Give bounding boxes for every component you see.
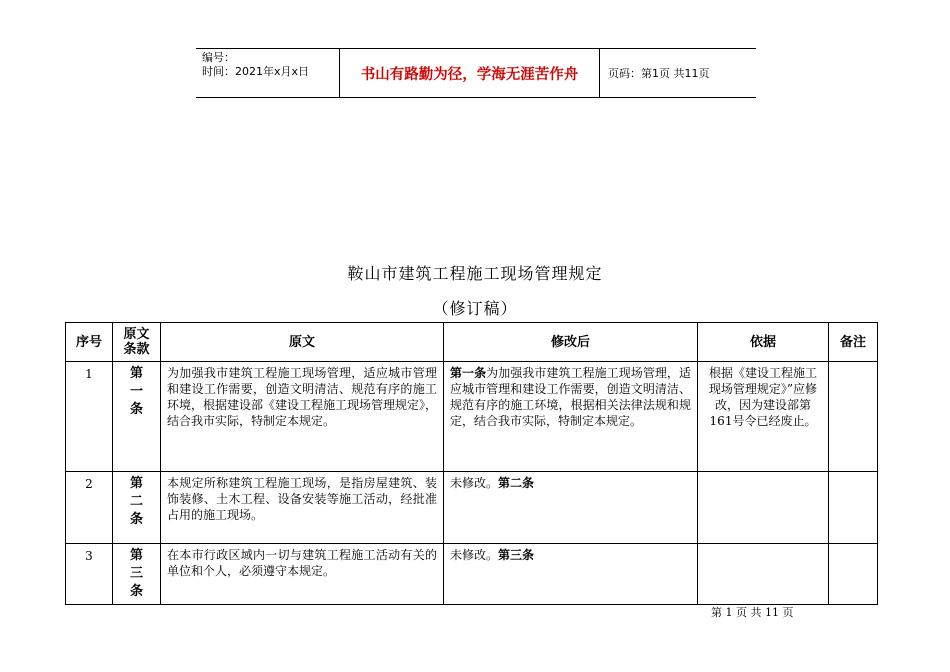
cell-remark — [829, 544, 878, 605]
cell-seq: 1 — [66, 362, 113, 472]
revision-table — [65, 322, 878, 605]
document-subtitle: （修订稿） — [432, 299, 518, 318]
code-label: 编号： — [202, 51, 235, 64]
header-basis: 依据 — [698, 323, 829, 362]
cell-article: 第 一 条 — [113, 362, 161, 472]
table-header-row — [66, 323, 878, 362]
cell-remark — [829, 362, 878, 472]
page-footer: 第 1 页 共 11 页 — [711, 606, 794, 619]
header-remark: 备注 — [829, 323, 878, 362]
header-revised: 修改后 — [444, 323, 698, 362]
cell-basis: 根据《建设工程施工现场管理规定》”应修改，因为建设部第161号令已经废止。 — [698, 362, 829, 472]
header-seq: 序号 — [66, 323, 113, 362]
cell-revised: 第一条为加强我市建筑工程施工现场管理，适应城市管理和建设工作需要，创造文明清洁、规范有序的施工环境，根据相关法律法规和规定，结合我市实际，特制定本规定。 — [444, 362, 698, 472]
cell-original: 本规定所称建筑工程施工现场，是指房屋建筑、装饰装修、土木工程、设备安装等施工活动，经批准占用的施工现场。 — [161, 472, 444, 544]
header-article: 原文 条款 — [113, 323, 161, 362]
table-row — [66, 544, 878, 605]
cell-revised: 未修改。第二条 — [444, 472, 698, 544]
header-original: 原文 — [161, 323, 444, 362]
header-page-info: 页码：第1页 共11页 — [608, 67, 710, 80]
table-row — [66, 362, 878, 472]
cell-remark — [829, 472, 878, 544]
cell-article: 第 二 条 — [113, 472, 161, 544]
page-header — [196, 48, 756, 98]
header-motto: 书山有路勤为径，学海无涯苦作舟 — [340, 49, 600, 97]
table-row — [66, 472, 878, 544]
cell-basis — [698, 544, 829, 605]
time-label: 时间：2021年x月x日 — [202, 65, 310, 78]
cell-seq: 2 — [66, 472, 113, 544]
cell-original: 为加强我市建筑工程施工现场管理，适应城市管理和建设工作需要，创造文明清洁、规范有序的施工环境，根据建设部《建设工程施工现场管理规定》，结合我市实际，特制定本规定。 — [161, 362, 444, 472]
cell-original: 在本市行政区域内一切与建筑工程施工活动有关的单位和个人，必须遵守本规定。 — [161, 544, 444, 605]
cell-article: 第 三 条 — [113, 544, 161, 605]
header-meta — [196, 49, 340, 97]
cell-seq: 3 — [66, 544, 113, 605]
cell-basis — [698, 472, 829, 544]
document-title: 鞍山市建筑工程施工现场管理规定 — [347, 264, 603, 283]
cell-revised: 未修改。第三条 — [444, 544, 698, 605]
